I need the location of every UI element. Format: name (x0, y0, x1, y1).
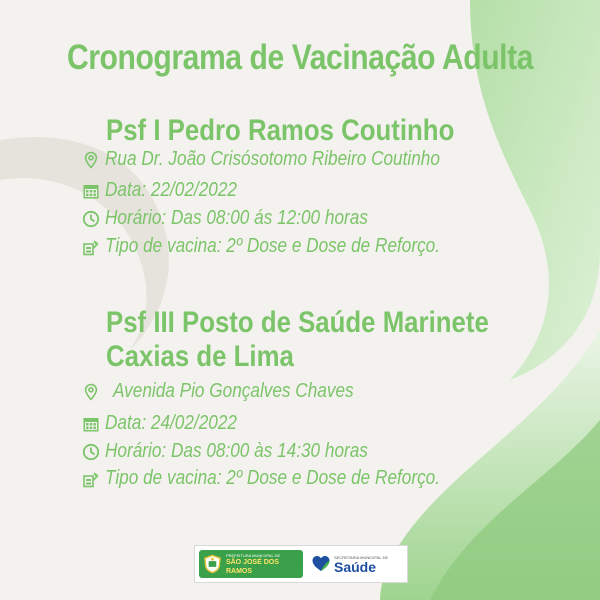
heart-logo-icon (311, 554, 331, 574)
health-name: Saúde (334, 558, 377, 575)
section-1-vaccine: Tipo de vacina: 2º Dose e Dose de Reforço. (105, 235, 441, 257)
section-2-vaccine: Tipo de vacina: 2º Dose e Dose de Reforço. (105, 467, 441, 489)
section-2-date: Data: 24/02/2022 (105, 412, 237, 434)
section-1-date-row (82, 179, 258, 202)
section-2-address: Avenida Pio Gonçalves Chaves (113, 380, 354, 402)
section-1-time-row (82, 207, 411, 230)
section-2-time: Horário: Das 08:00 às 14:30 horas (105, 440, 368, 462)
section-2-title-line-2: Caxias de Lima (106, 340, 294, 373)
section-1-title: Psf I Pedro Ramos Coutinho (106, 114, 455, 147)
clock-icon (82, 443, 100, 461)
section-1-date: Data: 22/02/2022 (105, 179, 237, 201)
section-2-date-row (82, 412, 258, 435)
page-title: Cronograma de Vacinação Adulta (66, 38, 534, 77)
municipality-caption: PREFEITURA MUNICIPAL DE (225, 552, 281, 558)
municipality-name: SÃO JOSÉ DOS RAMOS (225, 558, 279, 575)
vaccine-icon (82, 238, 100, 256)
section-2-title-line-1: Psf III Posto de Saúde Marinete (106, 306, 489, 339)
municipality-logo (199, 550, 303, 578)
section-2-address-row (82, 380, 393, 403)
location-pin-icon (82, 383, 100, 401)
location-pin-icon (82, 151, 100, 169)
calendar-icon (82, 415, 100, 433)
health-department-logo (311, 550, 403, 578)
section-2-time-row (82, 440, 411, 463)
section-1-vaccine-row (82, 235, 495, 258)
section-2-vaccine-row (82, 467, 495, 490)
section-1-time: Horário: Das 08:00 ás 12:00 horas (105, 207, 368, 229)
calendar-icon (82, 182, 100, 200)
clock-icon (82, 210, 100, 228)
municipal-seal-icon (202, 553, 223, 575)
section-1-address: Rua Dr. João Crisósotomo Ribeiro Coutinho (105, 148, 440, 170)
vaccine-icon (82, 470, 100, 488)
footer-logos (194, 545, 408, 583)
section-1-address-row (82, 148, 494, 171)
health-caption: SECRETARIA MUNICIPAL DE (334, 554, 389, 560)
